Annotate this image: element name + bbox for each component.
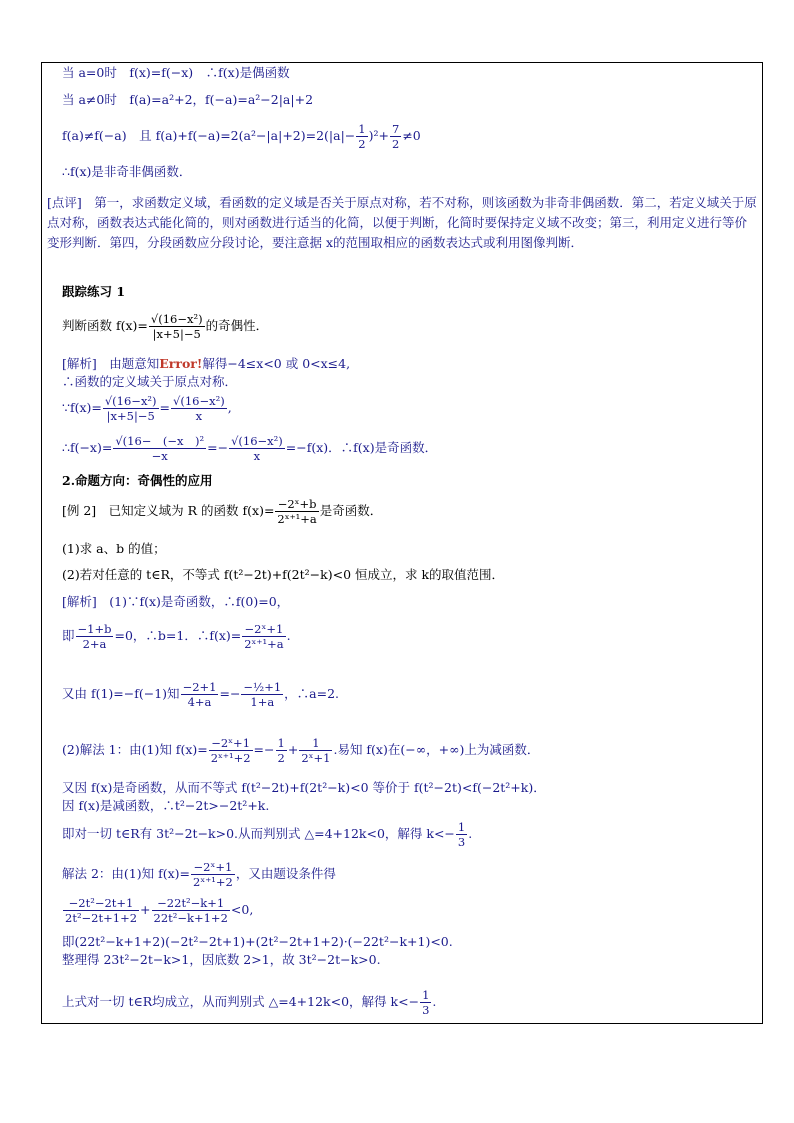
- answer-line-10: 即(22t²−k+1+2)(−2t²−2t+1)+(2t²−2t+1+2)·(−22t²−k+1)<0.: [62, 934, 453, 949]
- answer-method-2: 解法 2：由(1)知 f(x)= $\frac{\text{−2ˣ+1}}{\text{2ˣ⁺¹+2}}$ ，又由题设条件得: [62, 860, 336, 889]
- line-conclusion: ∴f(x)是非奇非偶函数．: [62, 164, 192, 179]
- line-inequality: f(a)≠f(−a) 且 f(a)+f(−a)=2(a²−|a|+2)=2(|a|− $\frac{1}{2}$ )²+ $\frac{7}{2}$ ≠0: [62, 122, 421, 151]
- solution-line-4: ∴f(−x)= $\frac{\text{√(16− (−x )²}}{-x}$ =− $\frac{\text{√(16−x²)}}{x}$ =−f(x)．∴f(x)是奇函数．: [62, 434, 438, 463]
- answer-line-3: 又由 f(1)=−f(−1)知 $\frac{-2+1}{4+a}$ =− $\frac{\text{−½+1}}{1+a}$ ，∴a=2.: [62, 680, 340, 709]
- line-even-case: 当 a=0时 f(x)=f(−x) ∴f(x)是偶函数: [62, 65, 290, 80]
- answer-line-12: 上式对一切 t∈R均成立，从而判别式 △=4+12k<0，解得 k<− $\frac{1}{3}$ .: [62, 988, 437, 1017]
- answer-line-6: 因 f(x)是减函数，∴t²−2t>−2t²+k.: [62, 798, 270, 813]
- answer-line-5: 又因 f(x)是奇函数，从而不等式 f(t²−2t)+f(2t²−k)<0 等价于 f(t²−2t)<f(−2t²+k)．: [62, 780, 546, 795]
- answer-line-11: 整理得 23t²−2t−k>1，因底数 2>1，故 3t²−2t−k>0.: [62, 952, 381, 967]
- example-2-statement: [例 2] 已知定义域为 R 的函数 f(x)= $\frac{\text{−2ˣ+b}}{\text{2ˣ⁺¹+a}}$ 是奇函数．: [62, 497, 383, 526]
- answer-line-1: [解析] (1)∵f(x)是奇函数，∴f(0)=0，: [62, 594, 290, 609]
- heading-practice-1: 跟踪练习 1: [62, 284, 126, 299]
- solution-line-2: ∴函数的定义域关于原点对称．: [62, 374, 238, 389]
- example-2-part-2: (2)若对任意的 t∈R，不等式 f(t²−2t)+f(2t²−k)<0 恒成立，求 k的取值范围．: [62, 567, 505, 582]
- answer-line-9: $\frac{\text{−2t²−2t+1}}{\text{2t²−2t+1+2}}$ + $\frac{\text{−22t²−k+1}}{\text{22t²−k+1+2}}$ <0,: [65, 896, 254, 925]
- example-2-part-1: (1)求 a、b 的值；: [62, 541, 166, 556]
- answer-line-7: 即对一切 t∈R有 3t²−2t−k>0.从而判别式 △=4+12k<0，解得 k<− $\frac{1}{3}$ .: [62, 820, 473, 849]
- solution-line-1: [解析] 由题意知Error!解得−4≤x<0 或 0<x≤4,: [62, 356, 351, 371]
- answer-method-1: (2)解法 1：由(1)知 f(x)= $\frac{\text{−2ˣ+1}}{\text{2ˣ⁺¹+2}}$ =− $\frac{1}{2}$ + $\frac{1}{\text{2ˣ+1}}$ .易知 f(x)在(−∞，+∞)上为减函数．: [62, 736, 540, 765]
- practice-question: 判断函数 f(x)= $\frac{\text{√(16−x²)}}{|x+5|-5}$ 的奇偶性．: [62, 312, 269, 341]
- line-nonzero-case: 当 a≠0时 f(a)=a²+2，f(−a)=a²−2|a|+2: [62, 92, 314, 107]
- heading-section-2: 2.命题方向：奇偶性的应用: [62, 473, 213, 488]
- answer-line-2: 即 $\frac{-1+b}{2+a}$ =0，∴b=1．∴f(x)= $\frac{\text{−2ˣ+1}}{\text{2ˣ⁺¹+a}}$ .: [62, 622, 291, 651]
- solution-line-3: ∵f(x)= $\frac{\text{√(16−x²)}}{|x+5|-5}$ = $\frac{\text{√(16−x²)}}{x}$ ,: [62, 394, 232, 423]
- comment-paragraph: [点评] 第一，求函数定义域，看函数的定义域是否关于原点对称，若不对称，则该函数为非奇非偶函数．第二，若定义域关于原点对称，函数表达式能化简的，则对函数进行适当的化简，以便于判断，化简时要保持定义域不改变；第三，利用定义进行等价变形判断．第四，分段函数应分段讨论，要注意据 x的范围取相应的函数表达式或利用图像判断．: [47, 195, 757, 250]
